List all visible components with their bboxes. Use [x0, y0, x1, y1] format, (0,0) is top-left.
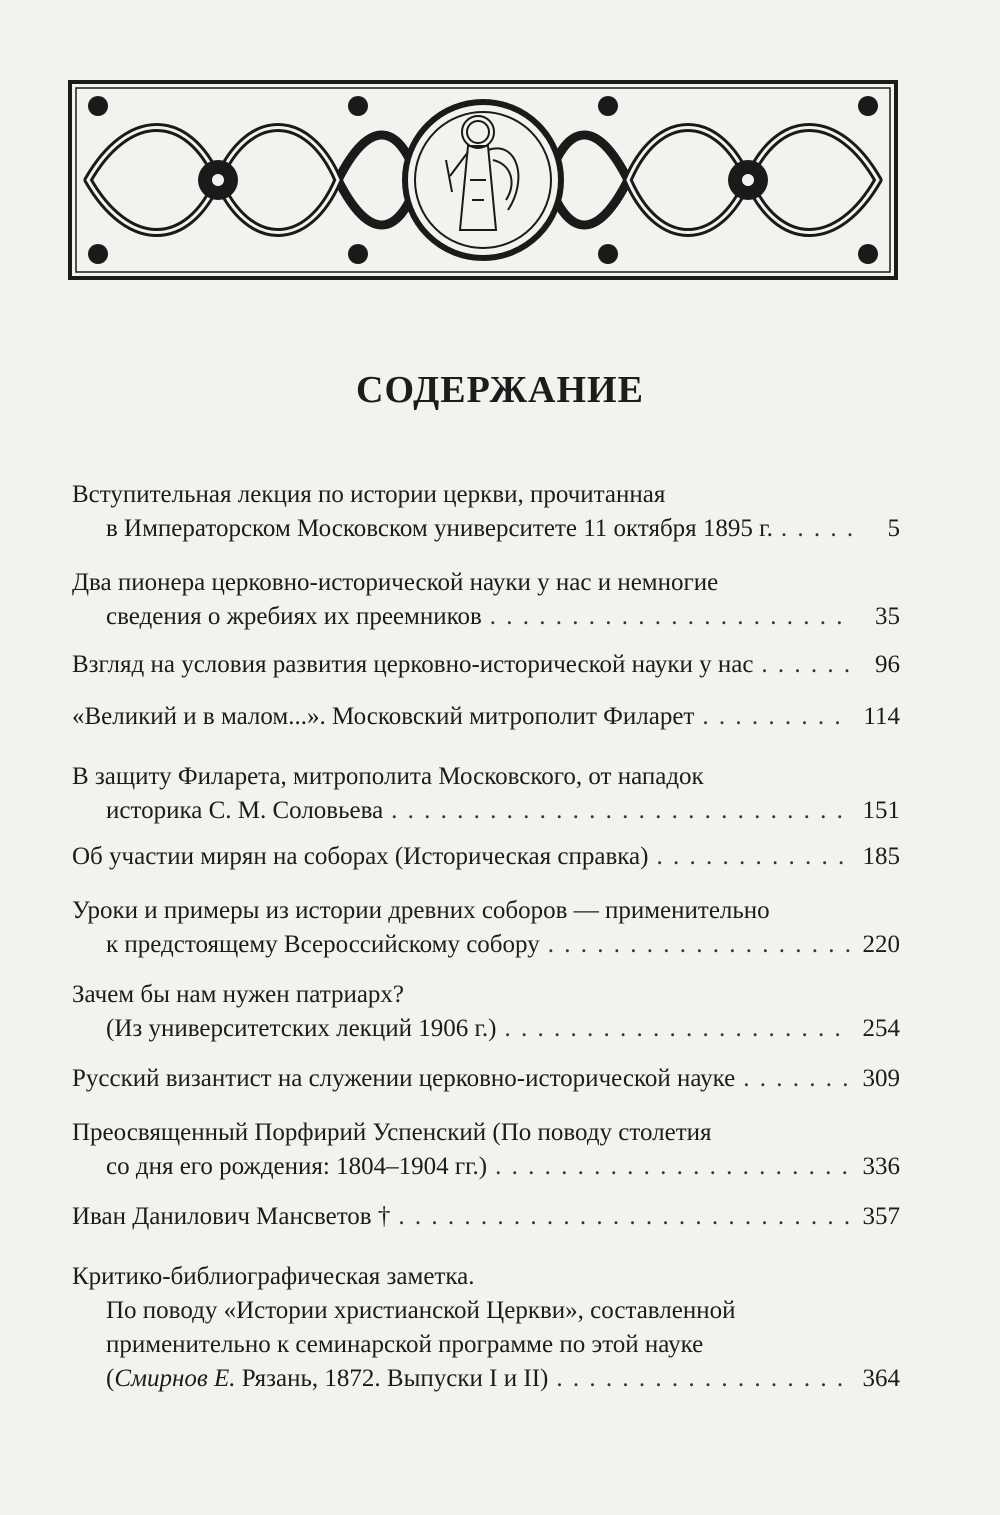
toc-text: Два пионера церковно-исторической науки у нас и немногие: [72, 569, 719, 596]
page-number: 336: [862, 1153, 900, 1180]
toc-line: [72, 1150, 900, 1184]
toc-entry: [72, 1200, 900, 1234]
dot-leader: [656, 840, 852, 874]
toc-line: [72, 1362, 900, 1396]
toc-text: «Великий и в малом...». Московский митрополит Филарет: [72, 703, 695, 730]
toc-entry: [72, 760, 900, 828]
toc-line: [72, 700, 900, 734]
toc-entry: [72, 1062, 900, 1096]
toc-text: Иван Данилович Мансветов †: [72, 1203, 391, 1230]
toc-line: [72, 794, 900, 828]
toc-text: Критико-библиографическая заметка.: [72, 1263, 475, 1290]
toc-entry: [72, 978, 900, 1046]
dot-leader: [743, 1062, 852, 1096]
toc-line: [72, 1260, 900, 1294]
page-number: 114: [863, 703, 900, 730]
toc-entry: [72, 478, 900, 546]
toc-line: [72, 1062, 900, 1096]
toc-text: к предстоящему Всероссийскому собору: [106, 931, 540, 958]
page-number: 357: [862, 1203, 900, 1230]
toc-text: Уроки и примеры из истории древних соборов — применительно: [72, 897, 770, 924]
toc-entry: [72, 1116, 900, 1184]
toc-text: Зачем бы нам нужен патриарх?: [72, 981, 405, 1008]
dot-leader: [495, 1150, 852, 1184]
page-number: 35: [875, 603, 900, 630]
page-number: 185: [862, 843, 900, 870]
dot-leader: [391, 794, 852, 828]
toc-line: [72, 928, 900, 962]
toc-text: со дня его рождения: 1804–1904 гг.): [106, 1153, 488, 1180]
page-title: СОДЕРЖАНИЕ: [356, 369, 644, 411]
toc-line: [72, 1294, 900, 1328]
toc-line: [72, 1012, 900, 1046]
toc-text: историка С. М. Соловьева: [106, 797, 384, 824]
author-name: Смирнов Е.: [114, 1365, 236, 1392]
page-number: 151: [862, 797, 900, 824]
toc-text: Об участии мирян на соборах (Историческая справка): [72, 843, 649, 870]
toc-line: [72, 512, 900, 546]
header-ornament: [68, 80, 898, 280]
toc-entry: [72, 700, 900, 734]
toc-line: [72, 840, 900, 874]
dot-leader: [556, 1362, 852, 1396]
toc-entry: [72, 894, 900, 962]
toc-text: Вступительная лекция по истории церкви, прочитанная: [72, 481, 666, 508]
dot-leader: [781, 512, 852, 546]
dot-leader: [548, 928, 852, 962]
toc-line: [72, 760, 900, 794]
toc-line: [72, 566, 900, 600]
toc-text: Преосвященный Порфирий Успенский (По поводу столетия: [72, 1119, 712, 1146]
toc-line: [72, 648, 900, 682]
angel-medallion-ornament-icon: [68, 80, 898, 280]
toc-text: (Из университетских лекций 1906 г.): [106, 1015, 497, 1042]
page-number: 364: [862, 1365, 900, 1392]
toc-text: Взгляд на условия развития церковно-исторической науки у нас: [72, 651, 754, 678]
toc-line: [72, 1116, 900, 1150]
open-paren: (: [106, 1365, 115, 1392]
citation-text: Рязань, 1872. Выпуски I и II): [235, 1365, 549, 1392]
page-number: 96: [875, 651, 900, 678]
toc-line: [72, 894, 900, 928]
dot-leader: [504, 1012, 852, 1046]
toc-text: применительно к семинарской программе по этой науке: [106, 1331, 704, 1358]
toc-entry: [72, 1260, 900, 1396]
dot-leader: [761, 648, 852, 682]
toc-line: [72, 1328, 900, 1362]
toc-entry: [72, 648, 900, 682]
toc-text: [106, 1362, 548, 1396]
page-number: 5: [887, 515, 900, 542]
toc-text: сведения о жребиях их преемников: [106, 603, 482, 630]
page-number: 254: [862, 1015, 900, 1042]
toc-entry: [72, 566, 900, 634]
toc-line: [72, 478, 900, 512]
toc-line: [72, 978, 900, 1012]
toc-entry: [72, 840, 900, 874]
toc-line: [72, 1200, 900, 1234]
toc-text: Русский византист на служении церковно-исторической науке: [72, 1065, 736, 1092]
dot-leader: [398, 1200, 852, 1234]
dot-leader: [702, 700, 852, 734]
page-number: 309: [862, 1065, 900, 1092]
page-number: 220: [862, 931, 900, 958]
toc-text: По поводу «Истории христианской Церкви», составленной: [106, 1297, 736, 1324]
dot-leader: [490, 600, 852, 634]
toc-line: [72, 600, 900, 634]
toc-text: В защиту Филарета, митрополита Московского, от нападок: [72, 763, 704, 790]
toc-text: в Императорском Московском университете 11 октября 1895 г.: [106, 515, 773, 542]
